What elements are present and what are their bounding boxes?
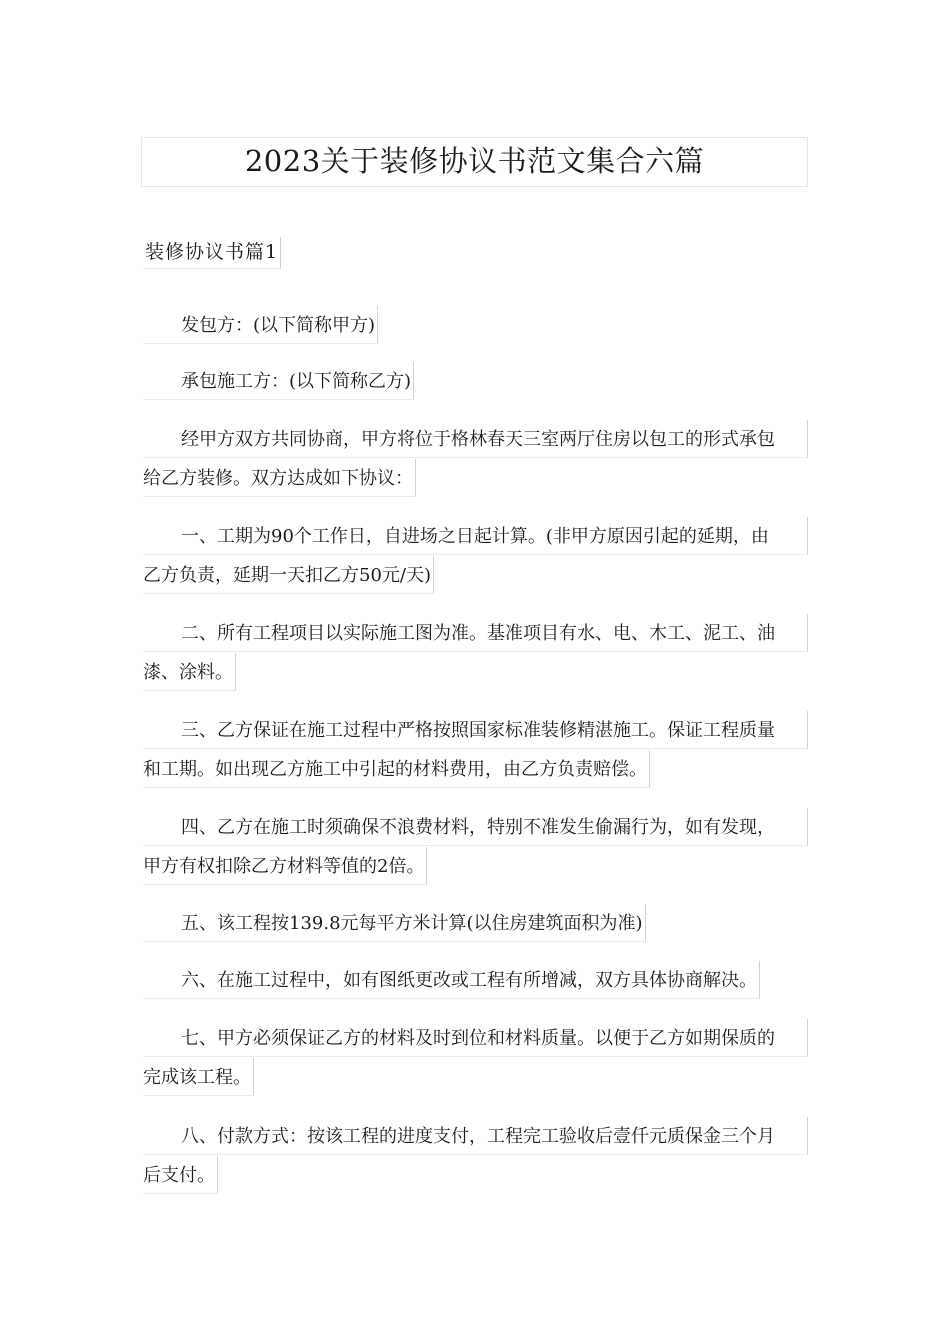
paragraph-line: 六、在施工过程中，如有图纸更改或工程有所增减，双方具体协商解决。 bbox=[143, 961, 760, 999]
paragraph-line: 乙方负责，延期一天扣乙方50元/天) bbox=[143, 556, 434, 594]
paragraph-intro bbox=[143, 420, 808, 498]
paragraph-line: 承包施工方：(以下简称乙方) bbox=[143, 362, 414, 400]
paragraph-clause-7 bbox=[143, 1019, 808, 1097]
paragraph-clause-4 bbox=[143, 808, 808, 886]
paragraph-line: 三、乙方保证在施工过程中严格按照国家标准装修精湛施工。保证工程质量 bbox=[143, 711, 808, 749]
paragraph-line: 八、付款方式：按该工程的进度支付，工程完工验收后壹仟元质保金三个月 bbox=[143, 1117, 808, 1155]
paragraph-line: 一、工期为90个工作日，自进场之日起计算。(非甲方原因引起的延期，由 bbox=[143, 517, 808, 555]
paragraph-clause-2 bbox=[143, 614, 808, 692]
paragraph-clause-5 bbox=[143, 904, 808, 943]
section-heading: 装修协议书篇1 bbox=[143, 237, 281, 269]
paragraph-line: 五、该工程按139.8元每平方米计算(以住房建筑面积为准) bbox=[143, 904, 646, 942]
paragraph-line: 四、乙方在施工时须确保不浪费材料，特别不准发生偷漏行为，如有发现， bbox=[143, 808, 808, 846]
paragraph-clause-8 bbox=[143, 1117, 808, 1195]
paragraph-line: 七、甲方必须保证乙方的材料及时到位和材料质量。以便于乙方如期保质的 bbox=[143, 1019, 808, 1057]
paragraph-line: 二、所有工程项目以实际施工图为准。基准项目有水、电、木工、泥工、油 bbox=[143, 614, 808, 652]
paragraph-line: 甲方有权扣除乙方材料等值的2倍。 bbox=[143, 847, 427, 885]
document-title: 2023关于装修协议书范文集合六篇 bbox=[141, 137, 808, 187]
paragraph-line: 给乙方装修。双方达成如下协议： bbox=[143, 459, 416, 497]
paragraph-line: 和工期。如出现乙方施工中引起的材料费用，由乙方负责赔偿。 bbox=[143, 750, 650, 788]
paragraph-employer bbox=[143, 306, 808, 345]
paragraph-line: 漆、涂料。 bbox=[143, 653, 236, 691]
paragraph-line: 经甲方双方共同协商，甲方将位于格林春天三室两厅住房以包工的形式承包 bbox=[143, 420, 808, 458]
paragraph-contractor bbox=[143, 362, 808, 401]
paragraph-line: 后支付。 bbox=[143, 1156, 218, 1194]
paragraph-clause-1 bbox=[143, 517, 808, 595]
paragraph-clause-6 bbox=[143, 961, 808, 1000]
paragraph-line: 完成该工程。 bbox=[143, 1058, 254, 1096]
paragraph-line: 发包方：(以下简称甲方) bbox=[143, 306, 378, 344]
paragraph-clause-3 bbox=[143, 711, 808, 789]
